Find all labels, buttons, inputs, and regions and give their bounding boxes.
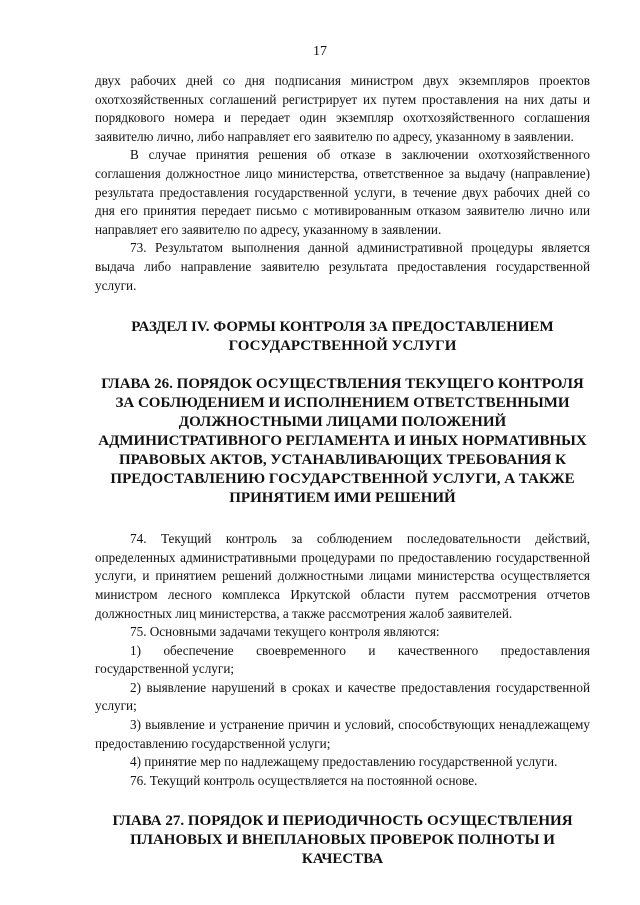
list-item-2: 2) выявление нарушений в сроках и качестве предоставления государственной услуги;: [95, 679, 590, 714]
list-item-4: 4) принятие мер по надлежащему предоставлению государственной услуги.: [130, 754, 558, 770]
chapter-26-body: [95, 530, 590, 790]
document-body: [95, 72, 590, 869]
paragraph-refusal: В случае принятия решения об отказе в заключении охотхозяйственного соглашения должностное лицо министерства, ответственное за выдачу (направление) результата предоставления государственной услуги, в течение двух рабочих дней со дня его принятия передает письмо с мотивированным отказом заявителю лично или направляет его заявителю по адресу, указанному в заявлении.: [95, 147, 590, 237]
paragraph-76: 76. Текущий контроль осуществляется на постоянной основе.: [130, 772, 478, 788]
paragraph-continuation: двух рабочих дней со дня подписания министром двух экземпляров проектов охотхозяйственных соглашений регистрирует их путем проставления на них даты и порядкового номера и передает один экземпляр охотхозяйственного соглашения заявителю лично, либо направляет его заявителю по адресу, указанному в заявлении.: [95, 73, 590, 144]
paragraph-73: 73. Результатом выполнения данной административной процедуры является выдача либо направление заявителю результата предоставления государственной услуги.: [95, 240, 590, 293]
paragraph-74: 74. Текущий контроль за соблюдением последовательности действий, определенных административными процедурами по предоставлению государственной услуги, и принятием решений должностными лицами министерства осуществляется министром лесного комплекса Иркутской области путем рассмотрения отчетов должностных лиц министерства, а также рассмотрения жалоб заявителей.: [95, 531, 590, 621]
section-title: РАЗДЕЛ IV. ФОРМЫ КОНТРОЛЯ ЗА ПРЕДОСТАВЛЕНИЕМ ГОСУДАРСТВЕННОЙ УСЛУГИ: [131, 319, 554, 355]
list-item-1: 1) обеспечение своевременного и качественного предоставления государственной услуги;: [95, 642, 590, 677]
list-item-3: 3) выявление и устранение причин и условий, способствующих ненадлежащему предоставлению государственной услуги;: [95, 717, 590, 751]
paragraph-75: 75. Основными задачами текущего контроля являются:: [130, 624, 440, 640]
chapter-27-title: ГЛАВА 27. ПОРЯДОК И ПЕРИОДИЧНОСТЬ ОСУЩЕСТВЛЕНИЯ ПЛАНОВЫХ И ВНЕПЛАНОВЫХ ПРОВЕРОК ПОЛНОТЫ И КАЧЕСТВА: [112, 813, 573, 868]
page-number: 17: [313, 44, 327, 59]
chapter-26-title: ГЛАВА 26. ПОРЯДОК ОСУЩЕСТВЛЕНИЯ ТЕКУЩЕГО КОНТРОЛЯ ЗА СОБЛЮДЕНИЕМ И ИСПОЛНЕНИЕМ ОТВЕТСТВЕННЫМИ ДОЛЖНОСТНЫМИ ЛИЦАМИ ПОЛОЖЕНИЙ АДМИНИСТРАТИВНОГО РЕГЛАМЕНТА И ИНЫХ НОРМАТИВНЫХ ПРАВОВЫХ АКТОВ, УСТАНАВЛИВАЮЩИХ ТРЕБОВАНИЯ К ПРЕДОСТАВЛЕНИЮ ГОСУДАРСТВЕННОЙ УСЛУГИ, А ТАКЖЕ ПРИНЯТИЕМ ИМИ РЕШЕНИЙ: [98, 376, 587, 507]
